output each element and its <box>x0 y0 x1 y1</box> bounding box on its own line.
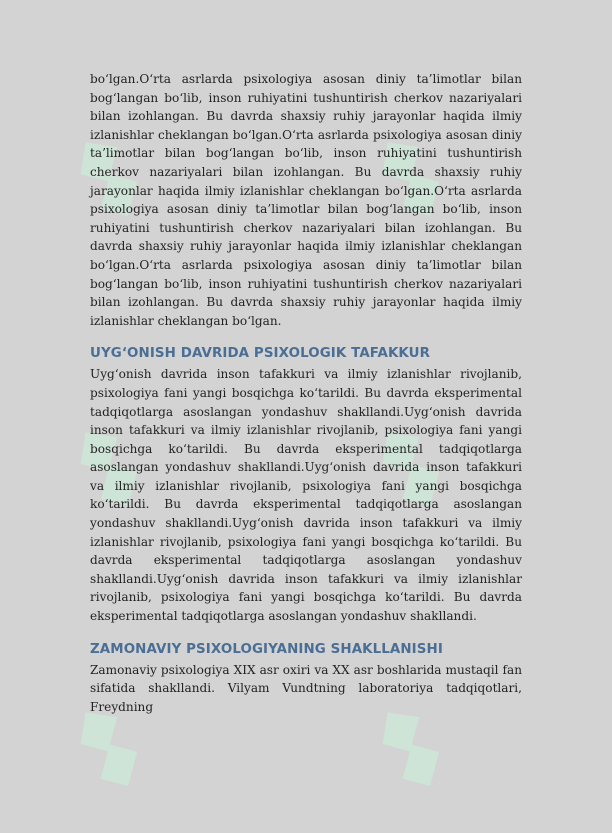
modern-paragraph: Zamonaviy psixologiya XIX asr oxiri va XX asr boshlarida mustaqil fan sifatida shakllandi. Vilyam Vundtning laboratoriya tadqiqotlari, Freydning <box>90 662 522 714</box>
modern-heading: ZAMONAVIY PSIXOLOGIYANING SHAKLLANISHI <box>90 641 443 657</box>
intro-paragraph: bo‘lgan.O‘rta asrlarda psixologiya asosan diniy ta’limotlar bilan bog‘langan bo‘lib, inson ruhiyatini tushuntirish cherkov nazariyalari bilan izohlangan. Bu davrda shaxsiy ruhiy jarayonlar haqida ilmiy izlanishlar cheklangan bo‘lgan.O‘rta asrlarda psixologiya asosan diniy ta’limotlar bilan bog‘langan bo‘lib, inson ruhiyatini tushuntirish cherkov nazariyalari bilan izohlangan. Bu davrda shaxsiy ruhiy jarayonlar haqida ilmiy izlanishlar cheklangan bo‘lgan.O‘rta asrlarda psixologiya asosan diniy ta’limotlar bilan bog‘langan bo‘lib, inson ruhiyatini tushuntirish cherkov nazariyalari bilan izohlangan. Bu davrda shaxsiy ruhiy jarayonlar haqida ilmiy izlanishlar cheklangan bo‘lgan.O‘rta asrlarda psixologiya asosan diniy ta’limotlar bilan bog‘langan bo‘lib, inson ruhiyatini tushuntirish cherkov nazariyalari bilan izohlangan. Bu davrda shaxsiy ruhiy jarayonlar haqida ilmiy izlanishlar cheklangan bo‘lgan. <box>90 72 522 328</box>
document-body <box>90 70 522 716</box>
renaissance-paragraph: Uyg‘onish davrida inson tafakkuri va ilmiy izlanishlar rivojlanib, psixologiya fani yangi bosqichga ko‘tarildi. Bu davrda eksperimental tadqiqotlarga asoslangan yondashuv shakllandi.Uyg‘onish davrida inson tafakkuri va ilmiy izlanishlar rivojlanib, psixologiya fani yangi bosqichga ko‘tarildi. Bu davrda eksperimental tadqiqotlarga asoslangan yondashuv shakllandi.Uyg‘onish davrida inson tafakkuri va ilmiy izlanishlar rivojlanib, psixologiya fani yangi bosqichga ko‘tarildi. Bu davrda eksperimental tadqiqotlarga asoslangan yondashuv shakllandi.Uyg‘onish davrida inson tafakkuri va ilmiy izlanishlar rivojlanib, psixologiya fani yangi bosqichga ko‘tarildi. Bu davrda eksperimental tadqiqotlarga asoslangan yondashuv shakllandi.Uyg‘onish davrida inson tafakkuri va ilmiy izlanishlar rivojlanib, psixologiya fani yangi bosqichga ko‘tarildi. Bu davrda eksperimental tadqiqotlarga asoslangan yondashuv shakllandi. <box>90 367 522 624</box>
renaissance-heading: UYG‘ONISH DAVRIDA PSIXOLOGIK TAFAKKUR <box>90 346 431 362</box>
